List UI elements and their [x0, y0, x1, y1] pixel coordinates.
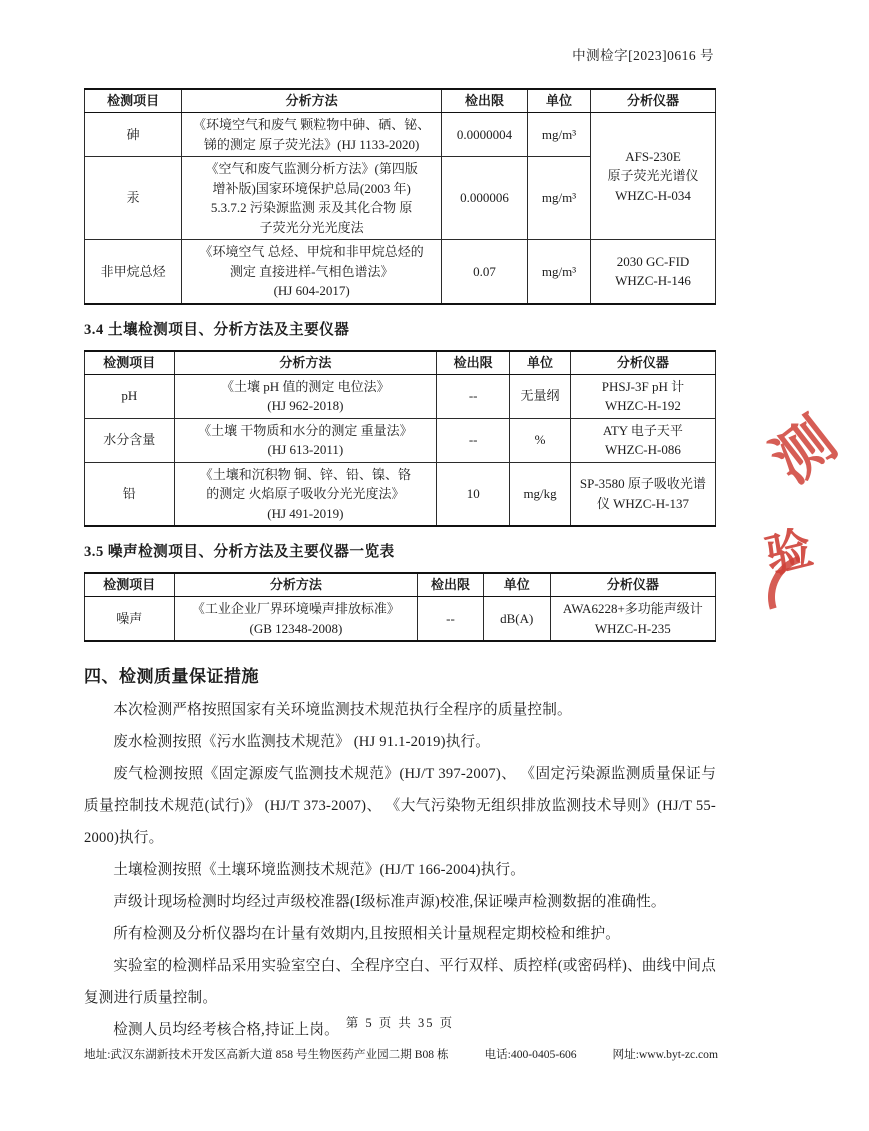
col-header-item: 检测项目 [85, 573, 175, 597]
cell-unit: dB(A) [483, 597, 550, 642]
table-row [85, 462, 716, 526]
paragraph: 声级计现场检测时均经过声级校准器(Ⅰ级标准声源)校准,保证噪声检测数据的准确性。 [113, 894, 666, 910]
cell-method: 《土壤 干物质和水分的测定 重量法》 (HJ 613-2011) [174, 418, 437, 462]
paragraph: 实验室的检测样品采用实验室空白、全程序空白、平行双样、质控样(或密码样)、曲线中间点复测进行质量控制。 [84, 958, 716, 1006]
paragraph: 检测人员均经考核合格,持证上岗。 [113, 1022, 339, 1038]
col-header-instrument: 分析仪器 [550, 573, 715, 597]
soil-methods-table [84, 350, 716, 528]
cell-method: 《土壤和沉积物 铜、锌、铅、镍、铬 的测定 火焰原子吸收分光光度法》 (HJ 491-2019) [174, 462, 437, 526]
cell-limit: -- [418, 597, 484, 642]
footer-contact-line [84, 1046, 718, 1062]
air-methods-table [84, 88, 716, 305]
cell-instrument: AWA6228+多功能声级计 WHZC-H-235 [550, 597, 715, 642]
cell-unit: mg/m³ [527, 240, 590, 304]
cell-item: 铅 [85, 462, 175, 526]
red-seal-fragment [754, 398, 849, 603]
cell-unit: mg/m³ [527, 113, 590, 157]
cell-instrument: PHSJ-3F pH 计 WHZC-H-192 [570, 374, 715, 418]
table-header-row [85, 573, 716, 597]
cell-limit: -- [437, 374, 510, 418]
noise-methods-table [84, 572, 716, 642]
page-number: 第 5 页 共 35 页 [345, 1016, 455, 1030]
cell-unit: mg/m³ [527, 157, 590, 240]
footer-phone: 电话:400-0405-606 [484, 1048, 577, 1061]
table-row [85, 374, 716, 418]
table-header-row [85, 89, 716, 113]
cell-limit: 10 [437, 462, 510, 526]
paragraph: 废水检测按照《污水监测技术规范》 (HJ 91.1-2019)执行。 [113, 734, 491, 750]
cell-item: 噪声 [85, 597, 175, 642]
seal-border-arc [753, 539, 869, 655]
cell-item: 砷 [85, 113, 182, 157]
cell-instrument: ATY 电子天平 WHZC-H-086 [570, 418, 715, 462]
cell-method: 《环境空气和废气 颗粒物中砷、硒、铋、 锑的测定 原子荧光法》(HJ 1133-2020) [182, 113, 442, 157]
cell-instrument: AFS-230E 原子荧光光谱仪 WHZC-H-034 [591, 113, 716, 240]
table-row [85, 113, 716, 157]
col-header-limit: 检出限 [418, 573, 484, 597]
col-header-instrument: 分析仪器 [570, 351, 715, 375]
cell-instrument: SP-3580 原子吸收光谱 仪 WHZC-H-137 [570, 462, 715, 526]
col-header-item: 检测项目 [85, 89, 182, 113]
table-row [85, 597, 716, 642]
cell-unit: 无量纲 [510, 374, 571, 418]
col-header-item: 检测项目 [85, 351, 175, 375]
seal-character: 测 [760, 406, 849, 496]
cell-item: 非甲烷总烃 [85, 240, 182, 304]
paragraph: 本次检测严格按照国家有关环境监测技术规范执行全程序的质量控制。 [113, 702, 572, 718]
cell-limit: 0.07 [442, 240, 528, 304]
col-header-instrument: 分析仪器 [591, 89, 716, 113]
cell-method: 《环境空气 总烃、甲烷和非甲烷总烃的 测定 直接进样-气相色谱法》 (HJ 604-2017) [182, 240, 442, 304]
col-header-unit: 单位 [510, 351, 571, 375]
col-header-unit: 单位 [483, 573, 550, 597]
page-content [84, 88, 716, 1046]
cell-method: 《工业企业厂界环境噪声排放标准》 (GB 12348-2008) [174, 597, 418, 642]
table-header-row [85, 351, 716, 375]
col-header-limit: 检出限 [442, 89, 528, 113]
cell-limit: 0.000006 [442, 157, 528, 240]
cell-method: 《土壤 pH 值的测定 电位法》 (HJ 962-2018) [174, 374, 437, 418]
cell-item: pH [85, 374, 175, 418]
footer-address: 地址:武汉东湖新技术开发区高新大道 858 号生物医药产业园二期 B08 栋 [84, 1048, 449, 1061]
cell-limit: -- [437, 418, 510, 462]
table-row [85, 418, 716, 462]
paragraph: 废气检测按照《固定源废气监测技术规范》(HJ/T 397-2007)、 《固定污染源监测质量保证与质量控制技术规范(试行)》 (HJ/T 373-2007)、 《大气污染物无组织排放监测技术导则》(HJ/T 55-2000)执行。 [84, 766, 716, 846]
col-header-method: 分析方法 [182, 89, 442, 113]
col-header-method: 分析方法 [174, 351, 437, 375]
seal-character: 验 [760, 522, 818, 583]
paragraph: 土壤检测按照《土壤环境监测技术规范》(HJ/T 166-2004)执行。 [113, 862, 526, 878]
quality-paragraphs [84, 694, 716, 1046]
section-title-soil: 3.4 土壤检测项目、分析方法及主要仪器 [84, 321, 350, 338]
cell-item: 汞 [85, 157, 182, 240]
doc-number: 中测检字[2023]0616 号 [572, 48, 714, 63]
cell-method: 《空气和废气监测分析方法》(第四版 增补版)国家环境保护总局(2003 年) 5.3.7.2 污染源监测 汞及其化合物 原 子荧光分光光度法 [182, 157, 442, 240]
cell-instrument: 2030 GC-FID WHZC-H-146 [591, 240, 716, 304]
col-header-unit: 单位 [527, 89, 590, 113]
col-header-method: 分析方法 [174, 573, 418, 597]
col-header-limit: 检出限 [437, 351, 510, 375]
table-row [85, 240, 716, 304]
cell-item: 水分含量 [85, 418, 175, 462]
paragraph: 所有检测及分析仪器均在计量有效期内,且按照相关计量规程定期校检和维护。 [113, 926, 621, 942]
section-title-noise: 3.5 噪声检测项目、分析方法及主要仪器一览表 [84, 544, 395, 560]
footer-website: 网址:www.byt-zc.com [612, 1048, 718, 1061]
section-title-quality: 四、检测质量保证措施 [84, 667, 259, 686]
cell-limit: 0.0000004 [442, 113, 528, 157]
cell-unit: % [510, 418, 571, 462]
cell-unit: mg/kg [510, 462, 571, 526]
